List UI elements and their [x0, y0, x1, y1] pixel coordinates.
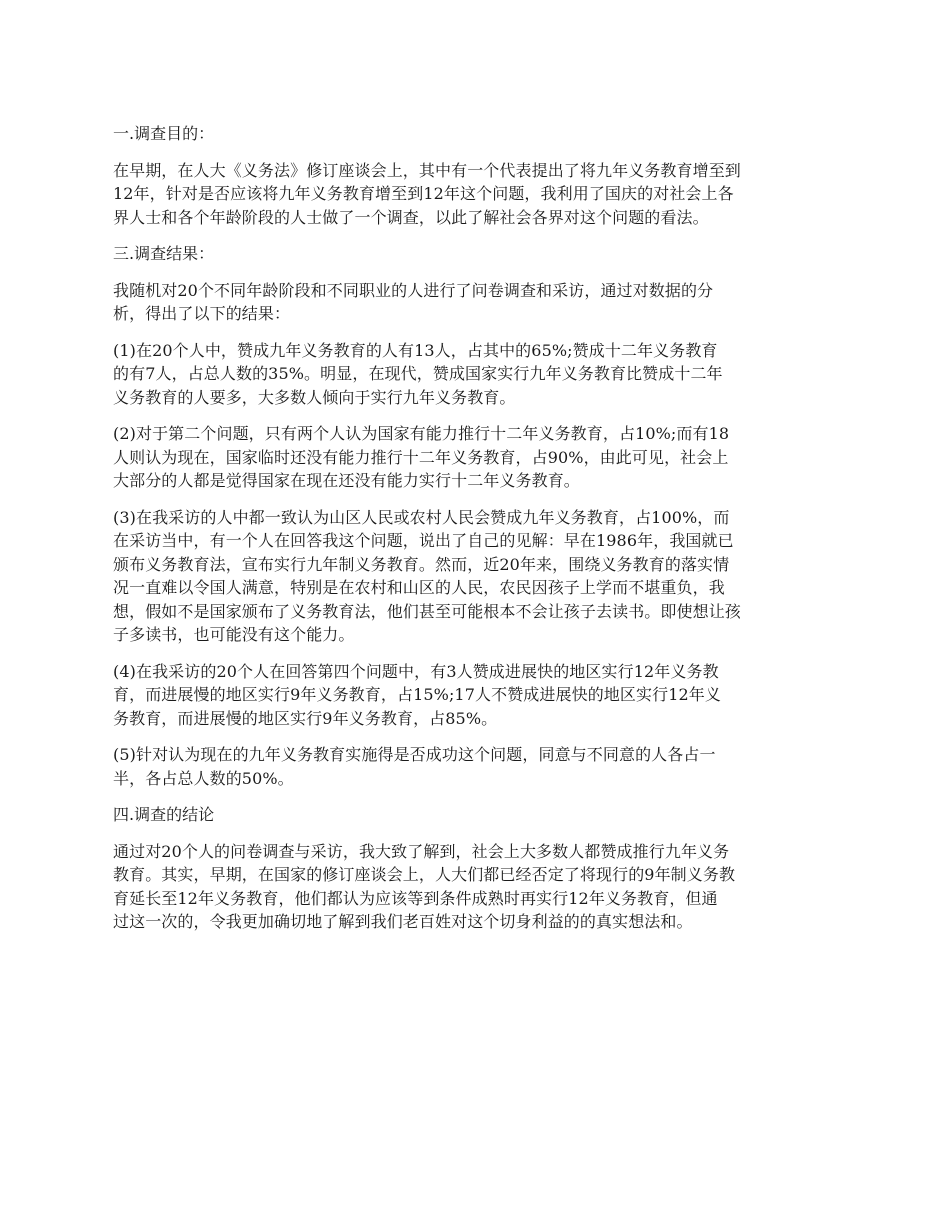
intro-paragraph: 在早期，在人大《义务法》修订座谈会上，其中有一个代表提出了将九年义务教育增至到 12年，针对是否应该将九年义务教育增至到12年这个问题，我利用了国庆的对社会上各 界人士和各个年龄阶段的人士做了一个调查，以此了解社会各界对这个问题的看法。 [113, 160, 741, 227]
section-heading-results: 三.调查结果： [113, 244, 215, 263]
document-body [113, 122, 840, 947]
result-item-4: (4)在我采访的20个人在回答第四个问题中，有3人赞成进展快的地区实行12年义务教 育，而进展慢的地区实行9年义务教育，占15%;17人不赞成进展快的地区实行12年义 务教育，而进展慢的地区实行9年义务教育，占85%。 [113, 661, 721, 728]
results-intro-paragraph: 我随机对20个不同年龄阶段和不同职业的人进行了问卷调查和采访，通过对数据的分 析，得出了以下的结果： [113, 280, 714, 323]
result-item-5: (5)针对认为现在的九年义务教育实施得是否成功这个问题，同意与不同意的人各占一 半，各占总人数的50%。 [113, 745, 716, 788]
conclusion-paragraph: 通过对20个人的问卷调查与采访，我大致了解到，社会上大多数人都赞成推行九年义务 教育。其实，早期，在国家的修订座谈会上，人大们都已经否定了将现行的9年制义务教 育延长至12年义务教育，他们都认为应该等到条件成熟时再实行12年义务教育，但通 过这一次的，令我更加确切地了解到我们老百姓对这个切身利益的的真实想法和。 [113, 841, 736, 931]
section-heading-conclusion: 四.调查的结论 [113, 805, 215, 824]
result-item-2: (2)对于第二个问题，只有两个人认为国家有能力推行十二年义务教育，占10%;而有18 人则认为现在，国家临时还没有能力推行十二年义务教育，占90%，由此可见，社会上 大部分的人都是觉得国家在现在还没有能力实行十二年义务教育。 [113, 424, 730, 490]
result-item-1: (1)在20个人中，赞成九年义务教育的人有13人，占其中的65%;赞成十二年义务教育 的有7人，占总人数的35%。明显，在现代，赞成国家实行九年义务教育比赞成十二年 义务教育的人要多，大多数人倾向于实行九年义务教育。 [113, 340, 723, 407]
result-item-3: (3)在我采访的人中都一致认为山区人民或农村人民会赞成九年义务教育，占100%，而 在采访当中，有一个人在回答我这个问题，说出了自己的见解：早在1986年，我国就已 颁布义务教育法，宣布实行九年制义务教育。然而，近20年来，围绕义务教育的落实情 况一直难以令国人满意，特别是在农村和山区的人民，农民因孩子上学而不堪重负，我 想，假如不是国家颁布了义务教育法，他们甚至可能根本不会让孩子去读书。即使想让孩 子多读书，也可能没有这个能力。 [113, 507, 741, 644]
section-heading-purpose: 一.调查目的： [113, 124, 215, 143]
